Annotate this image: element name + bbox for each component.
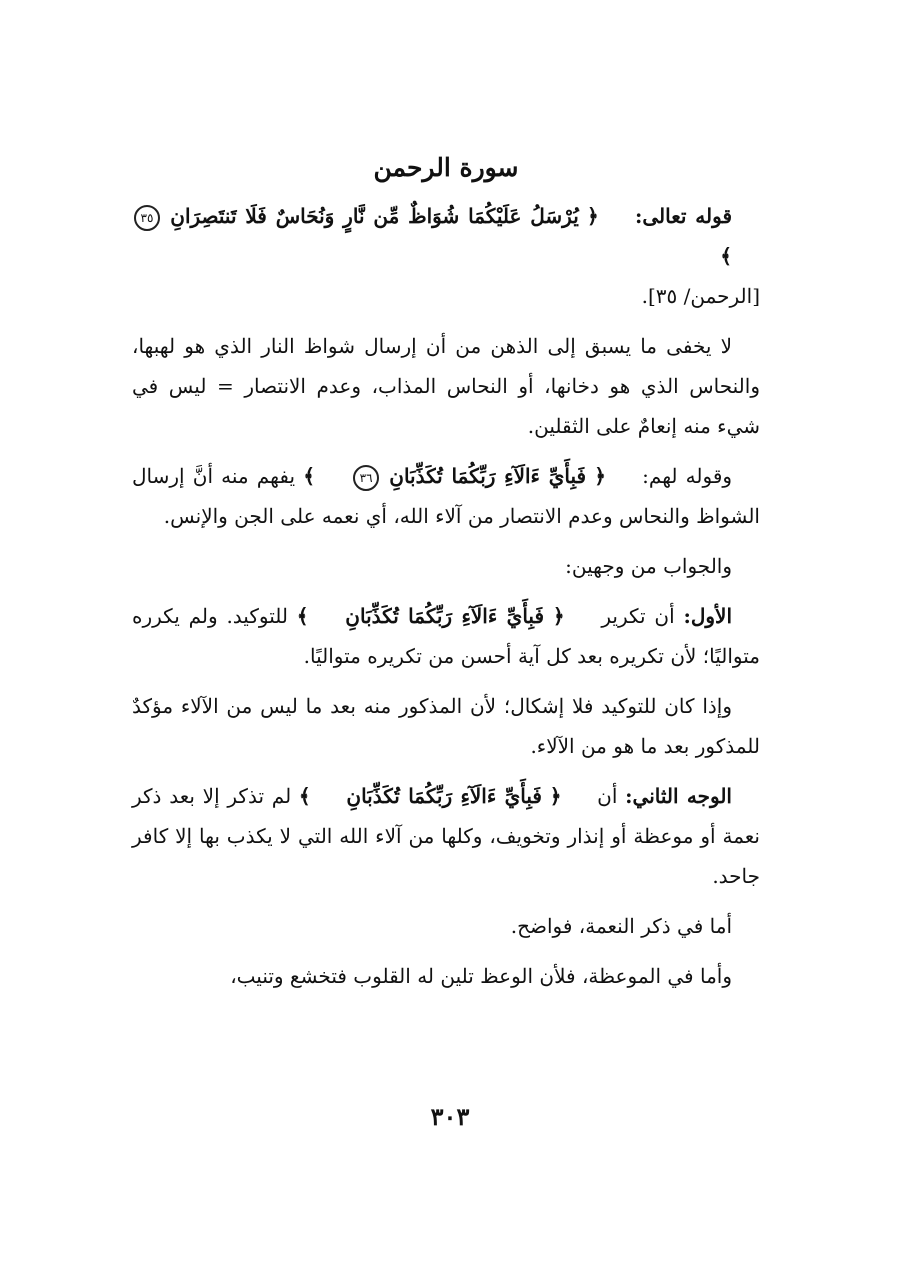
page-body: [132, 148, 760, 1148]
surah-title: سورة الرحمن: [373, 153, 519, 182]
ornate-bracket-open: ﴿: [587, 204, 599, 228]
paragraph-verse-35: [132, 196, 760, 316]
paragraph-continuation: للتوكيد. ولم يكرره متواليًا؛ لأن تكريره بعد كل آية أحسن من تكريره متواليًا.: [132, 604, 760, 668]
paragraph-blessing: أما في ذكر النعمة، فواضح.: [510, 914, 732, 938]
paragraph-lead: الأول:: [683, 604, 733, 628]
aya-number-marker: ٣٦: [353, 465, 379, 491]
paragraph-intro: أن تكرير: [601, 604, 675, 628]
quran-verse: فَبِأَيِّ ءَالَآءِ رَبِّكُمَا تُكَذِّبَانِ: [389, 464, 587, 488]
paragraph-question: لا يخفى ما يسبق إلى الذهن من أن إرسال شواظ النار الذي هو لهبها، والنحاس الذي هو دخانها، أو النحاس المذاب، وعدم الانتصار = ليس في شيء منه إنعامٌ على الثقلين.: [132, 334, 760, 438]
quran-verse: يُرْسَلُ عَلَيْكُمَا شُوَاظٌ مِّن نَّارٍ وَنُحَاسٌ فَلَا تَنتَصِرَانِ: [170, 204, 579, 228]
paragraph-continuation: لم تذكر إلا بعد ذكر نعمة أو موعظة أو إنذار وتخويف، وكلها من آلاء الله التي لا يكذب بها إلا كافر جاحد.: [132, 784, 760, 888]
quran-verse: فَبِأَيِّ ءَالَآءِ رَبِّكُمَا تُكَذِّبَانِ: [345, 604, 545, 628]
ornate-bracket-open: ﴿: [594, 464, 606, 488]
aya-number-marker: ٣٥: [134, 205, 160, 231]
quran-verse: فَبِأَيِّ ءَالَآءِ رَبِّكُمَا تُكَذِّبَانِ: [346, 784, 542, 808]
paragraph-first-aspect: [132, 596, 760, 676]
paragraph-intro: وقوله لهم:: [642, 464, 733, 488]
paragraph-continuation: يفهم منه أنَّ إرسال الشواظ والنحاس وعدم الانتصار من آلاء الله، أي نعمه على الجن والإنس.: [132, 464, 760, 528]
paragraph-admonition: وأما في الموعظة، فلأن الوعظ تلين له القلوب فتخشع وتنيب،: [230, 964, 732, 988]
paragraph-second-aspect: [132, 776, 760, 896]
paragraph-emphasis: وإذا كان للتوكيد فلا إشكال؛ لأن المذكور منه بعد ما ليس من الآلاء مؤكدٌ للمذكور بعد ما هو من الآلاء.: [132, 694, 760, 758]
paragraph-verse-36: [132, 456, 760, 536]
page-number: ٣٠٣: [430, 1102, 470, 1131]
verse-reference: [الرحمن/ ٣٥].: [641, 284, 760, 308]
ornate-bracket-open: ﴿: [552, 604, 565, 628]
ornate-bracket-close: ﴾: [720, 244, 732, 268]
ornate-bracket-close: ﴾: [296, 604, 309, 628]
paragraph-answer-intro: والجواب من وجهين:: [565, 554, 732, 578]
ornate-bracket-open: ﴿: [549, 784, 562, 808]
paragraph-lead: الوجه الثاني:: [625, 784, 732, 808]
paragraph-intro: أن: [597, 784, 618, 808]
ornate-bracket-close: ﴾: [303, 464, 315, 488]
ornate-bracket-close: ﴾: [298, 784, 311, 808]
paragraph-lead: قوله تعالى:: [635, 204, 733, 228]
